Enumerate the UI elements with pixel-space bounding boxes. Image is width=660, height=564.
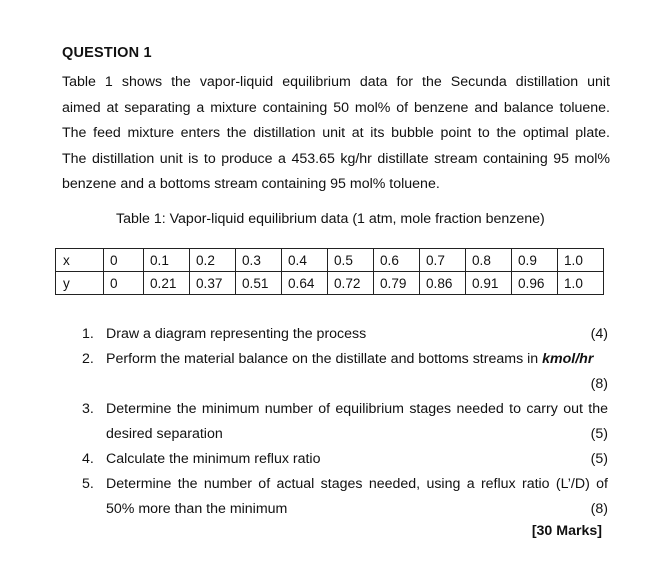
intro-line: The feed mixture enters the distillation unit at its bubble point to the optimal plate. (62, 125, 610, 142)
table-cell: 0.96 (512, 272, 558, 295)
table-cell: 0.7 (420, 249, 466, 272)
table-caption-text: Table 1: Vapor-liquid equilibrium data (1 atm, mole fraction benzene) (116, 211, 545, 227)
table-cell: 0.37 (190, 272, 236, 295)
table-cell: 0.86 (420, 272, 466, 295)
task-number: 5. (82, 476, 94, 492)
task-text: Draw a diagram representing the process (106, 326, 367, 342)
list-item (82, 472, 608, 522)
task-marks: (5) (590, 451, 608, 467)
row-label: y (56, 272, 104, 295)
table-cell: 0.2 (190, 249, 236, 272)
unit-emphasis: kmol/hr (542, 351, 594, 367)
task-text-part: Perform the material balance on the distillate and bottoms streams in (106, 351, 543, 367)
task-list (82, 322, 608, 522)
task-text: 50% more than the minimum (106, 501, 288, 517)
task-number: 3. (82, 401, 94, 417)
task-number: 1. (82, 326, 94, 342)
intro-line: The distillation unit is to produce a 453.65 kg/hr distillate stream containing 95 mol% (62, 150, 610, 167)
task-number: 2. (82, 351, 94, 367)
task-marks: (8) (590, 501, 608, 517)
table-row (56, 249, 604, 272)
table-cell: 0.5 (328, 249, 374, 272)
table-cell: 0 (104, 272, 144, 295)
table-cell: 0.4 (282, 249, 328, 272)
list-item (82, 347, 608, 397)
intro-line: benzene and a bottoms stream containing 95 mol% toluene. (62, 176, 440, 193)
table-cell: 0.72 (328, 272, 374, 295)
task-text: Calculate the minimum reflux ratio (106, 451, 321, 467)
table-cell: 0.8 (466, 249, 512, 272)
table-cell: 0.6 (374, 249, 420, 272)
table-cell: 0.64 (282, 272, 328, 295)
total-marks: [30 Marks] (531, 523, 602, 539)
task-text: desired separation (106, 426, 223, 442)
task-marks: (8) (590, 376, 608, 392)
table-cell: 1.0 (558, 249, 604, 272)
table-row (56, 272, 604, 295)
list-item (82, 322, 608, 347)
row-label: x (56, 249, 104, 272)
task-text (106, 347, 593, 372)
list-item (82, 397, 608, 447)
task-marks: (5) (590, 426, 608, 442)
table-cell: 0.21 (144, 272, 190, 295)
table-cell: 0.3 (236, 249, 282, 272)
question-title: QUESTION 1 (62, 45, 152, 61)
task-marks: (4) (590, 326, 608, 342)
task-text: Determine the number of actual stages needed, using a reflux ratio (L’/D) of (106, 476, 608, 492)
table-cell: 0.9 (512, 249, 558, 272)
task-text: Determine the minimum number of equilibrium stages needed to carry out the (106, 401, 608, 417)
table-cell: 0.79 (374, 272, 420, 295)
table-cell: 0.51 (236, 272, 282, 295)
table-cell: 0 (104, 249, 144, 272)
list-item (82, 447, 608, 472)
table-cell: 0.91 (466, 272, 512, 295)
intro-line: Table 1 shows the vapor-liquid equilibrium data for the Secunda distillation unit (62, 74, 610, 90)
question-intro (62, 70, 610, 198)
table-cell: 1.0 (558, 272, 604, 295)
task-number: 4. (82, 451, 94, 467)
vle-data-table (55, 248, 604, 295)
intro-line: aimed at separating a mixture containing 50 mol% of benzene and balance toluene. (62, 99, 610, 116)
table-cell: 0.1 (144, 249, 190, 272)
